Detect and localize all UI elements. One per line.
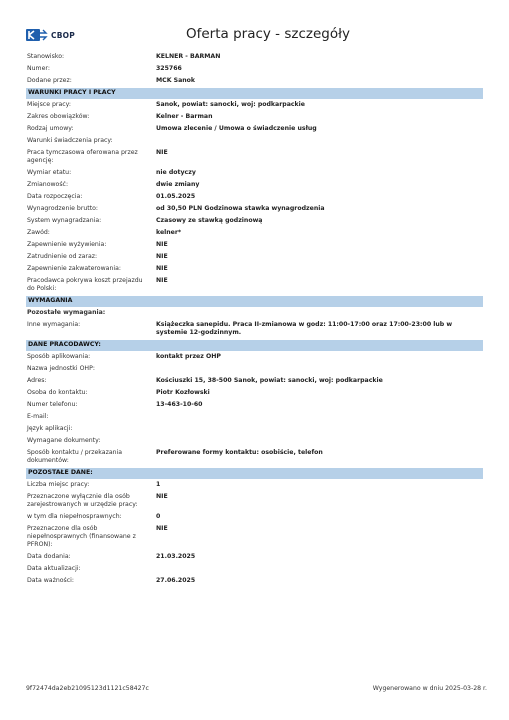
page-header [26,26,483,48]
detail-value [156,365,483,373]
section-header: POZOSTAŁE DANE: [26,468,483,479]
detail-value: kelner* [156,229,182,236]
section-header: WYMAGANIA [26,296,483,307]
detail-value: NIE [156,277,168,284]
detail-label: Data rozpoczęcia: [27,193,83,200]
detail-value: NIE [156,265,168,272]
detail-value: 325766 [156,65,182,72]
detail-value: Kelner - Barman [156,113,213,120]
detail-label: Wynagrodzenie brutto: [27,205,99,212]
detail-value [156,137,483,145]
detail-row [26,239,483,251]
detail-label: Język aplikacji: [27,425,73,432]
detail-label: E-mail: [27,413,49,420]
detail-value: 01.05.2025 [156,193,196,200]
detail-value: NIE [156,253,168,260]
detail-value [156,425,483,433]
detail-label: Zapewnienie zakwaterowania: [27,265,121,272]
detail-label: Zapewnienie wyżywienia: [27,241,107,248]
detail-value: NIE [156,241,168,248]
detail-label: Zakres obowiązków: [27,113,90,120]
detail-label: Stanowisko: [27,53,65,60]
detail-label: Zatrudnienie od zaraz: [27,253,98,260]
detail-row [26,179,483,191]
page-title: Oferta pracy - szczegóły [186,26,350,42]
detail-label: Nazwa jednostki OHP: [27,365,95,372]
detail-row [26,387,483,399]
detail-row [26,147,483,167]
detail-label: Rodzaj umowy: [27,125,74,132]
detail-value: Sanok, powiat: sanocki, woj: podkarpackie [156,101,305,108]
detail-row [26,63,483,75]
detail-value: MCK Sanok [156,77,196,84]
cbop-logo-icon [26,28,48,42]
detail-row [26,191,483,203]
detail-value [156,565,483,573]
detail-label: Przeznaczone dla osób niepełnosprawnych (finansowane z PFRON): [27,525,136,548]
detail-label: Adres: [27,377,47,384]
detail-row [26,447,483,467]
detail-row [26,511,483,523]
detail-label: Wymagane dokumenty: [27,437,101,444]
detail-value: NIE [156,493,168,500]
detail-label: Wymiar etatu: [27,169,72,176]
detail-label: Liczba miejsc pracy: [27,481,90,488]
detail-row [26,351,483,363]
detail-row [26,491,483,511]
document-hash: 9f72474da2eb21095123d1121c58427c [26,685,149,692]
detail-row [26,227,483,239]
detail-row [26,99,483,111]
detail-value: nie dotyczy [156,169,196,176]
detail-value: NIE [156,149,168,156]
detail-row [26,111,483,123]
detail-value: 13-463-10-60 [156,401,203,408]
detail-label: Inne wymagania: [27,321,81,328]
detail-row [26,123,483,135]
detail-label: Miejsce pracy: [27,101,71,108]
detail-row [26,307,483,319]
detail-row [26,375,483,387]
detail-row [26,523,483,551]
detail-row [26,563,483,575]
detail-label: Praca tymczasowa oferowana przez agencję: [27,149,138,164]
detail-row [26,51,483,63]
detail-label: Sposób aplikowania: [27,353,91,360]
detail-label: Data ważności: [27,577,74,584]
detail-label: Warunki świadczenia pracy: [27,137,113,144]
detail-value: 0 [156,513,161,520]
detail-row [26,167,483,179]
detail-value [156,309,483,317]
detail-value: dwie zmiany [156,181,200,188]
detail-value [156,413,483,421]
detail-label: Pozostałe wymagania: [27,309,106,316]
detail-value: kontakt przez OHP [156,353,221,360]
detail-row [26,319,483,339]
detail-row [26,203,483,215]
detail-value: od 30,50 PLN Godzinowa stawka wynagrodzenia [156,205,325,212]
detail-value: Piotr Kozłowski [156,389,210,396]
cbop-logo [26,28,75,42]
detail-value: Czasowy ze stawką godzinową [156,217,263,224]
detail-value: Kościuszki 15, 38-500 Sanok, powiat: sanocki, woj: podkarpackie [156,377,383,384]
detail-label: Zmianowość: [27,181,69,188]
detail-label: w tym dla niepełnosprawnych: [27,513,122,520]
detail-row [26,251,483,263]
detail-row [26,551,483,563]
detail-label: Numer telefonu: [27,401,78,408]
detail-label: Data aktualizacji: [27,565,81,572]
detail-value: 1 [156,481,161,488]
detail-label: Numer: [27,65,50,72]
detail-row [26,135,483,147]
detail-row [26,263,483,275]
detail-label: System wynagradzania: [27,217,102,224]
detail-value: Preferowane formy kontaktu: osobiście, telefon [156,449,323,456]
detail-row [26,435,483,447]
detail-label: Sposób kontaktu / przekazania dokumentów: [27,449,123,464]
detail-value: 27.06.2025 [156,577,196,584]
detail-label: Osoba do kontaktu: [27,389,88,396]
detail-label: Pracodawca pokrywa koszt przejazdu do Polski: [27,277,143,292]
detail-row [26,363,483,375]
detail-row [26,575,483,587]
detail-row [26,75,483,87]
offer-details [26,51,483,587]
detail-row [26,275,483,295]
detail-value [156,437,483,445]
detail-label: Zawód: [27,229,50,236]
detail-value: 21.03.2025 [156,553,196,560]
detail-label: Przeznaczone wyłącznie dla osób zarejestrowanych w urzędzie pracy: [27,493,138,508]
detail-row [26,423,483,435]
detail-row [26,215,483,227]
section-header: WARUNKI PRACY I PŁACY [26,88,483,99]
detail-value: Umowa zlecenie / Umowa o świadczenie usług [156,125,317,132]
detail-label: Data dodania: [27,553,71,560]
detail-value: KELNER - BARMAN [156,53,221,60]
detail-label: Dodane przez: [27,77,72,84]
logo-text: CBOP [51,30,75,40]
detail-row [26,411,483,423]
generated-date: Wygenerowano w dniu 2025-03-28 r. [372,685,487,692]
detail-value: NIE [156,525,168,532]
detail-row [26,479,483,491]
detail-row [26,399,483,411]
section-header: DANE PRACODAWCY: [26,340,483,351]
detail-value: Książeczka sanepidu. Praca II-zmianowa w godz: 11:00-17:00 oraz 17:00-23:00 lub w systemie 12-godzinnym. [156,321,453,336]
